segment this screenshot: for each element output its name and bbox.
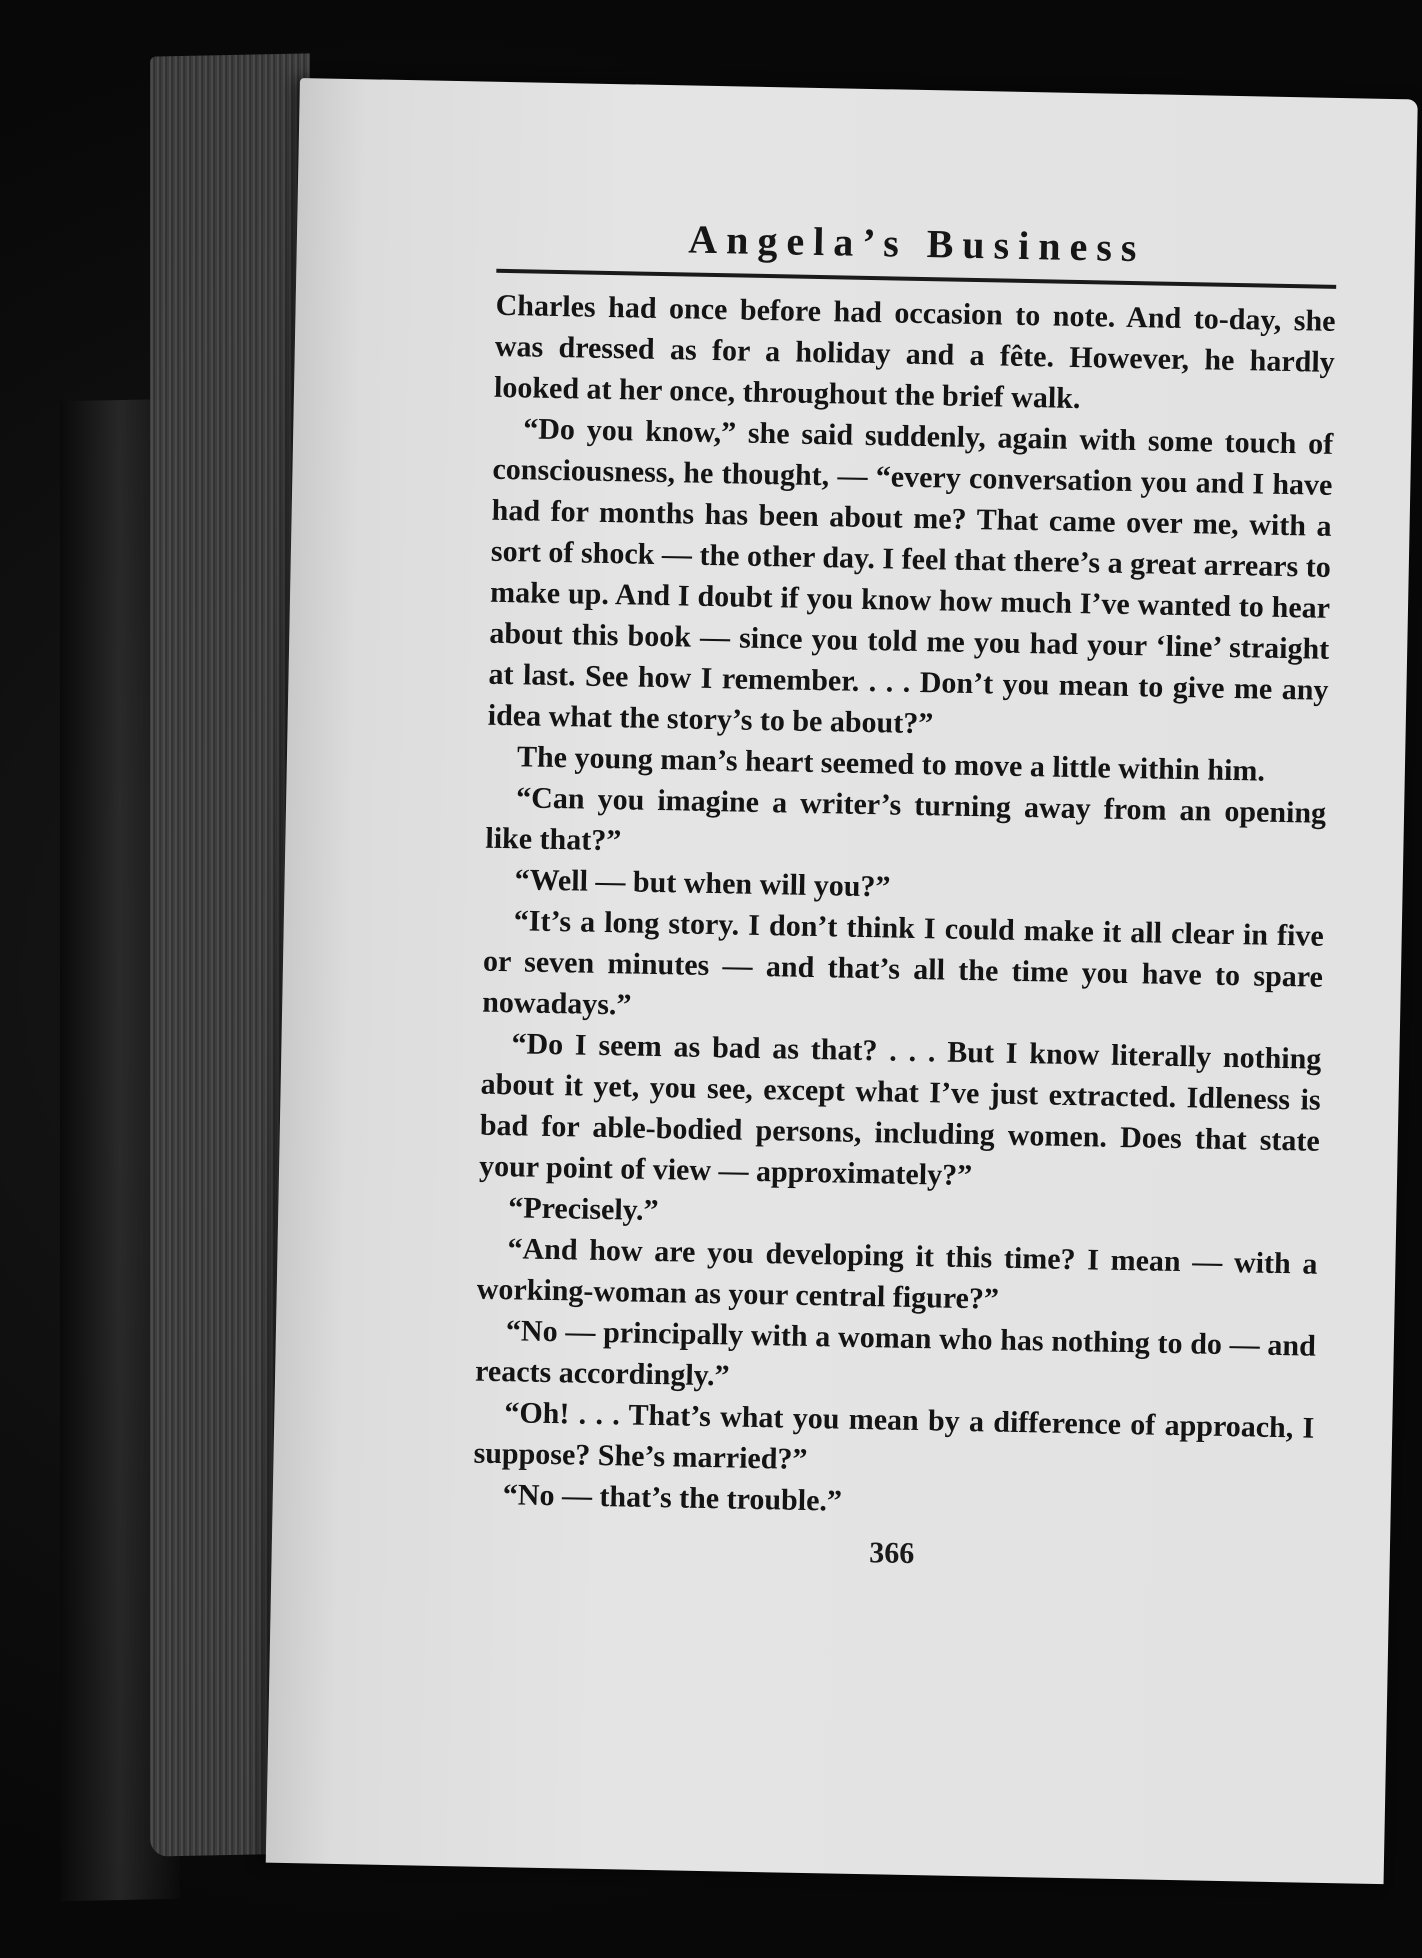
paragraph: “No — that’s the trouble.”: [502, 1478, 843, 1518]
page-content: [472, 212, 1338, 1579]
paragraph: “It’s a long story. I don’t think I could make it all clear in five or seven minutes — and that’s all the time you have to spare nowadays.”: [481, 904, 1325, 1022]
body-text: [472, 285, 1335, 1531]
running-head: Angela’s Business: [687, 216, 1146, 271]
paragraph: The young man’s heart seemed to move a little within him.: [516, 740, 1266, 788]
book-page: [266, 78, 1418, 1884]
paragraph: “Do you know,” she said suddenly, again with some touch of consciousness, he thought, — “every conversation you and I have had for months has been about me? That came over me, with a sort of shock — the other day. I feel that there’s a great arrears to make up. And I doubt if you know how much I’ve wanted to hear about this book — since you told me you had your ‘line’ straight at last. See how I remember. . . . Don’t you mean to give me any idea what the story’s to be about?”: [487, 412, 1334, 741]
paragraph: “Oh! . . . That’s what you mean by a difference of approach, I suppose? She’s married?”: [473, 1396, 1315, 1476]
page-number: 366: [868, 1536, 915, 1571]
paragraph: “And how are you developing it this time? I mean — with a working-woman as your central figure?”: [476, 1232, 1318, 1316]
paragraph: “No — principally with a woman who has nothing to do — and reacts accordingly.”: [474, 1314, 1317, 1393]
paragraph: “Well — but when will you?”: [514, 863, 891, 904]
paragraph: Charles had once before had occasion to note. And to-day, she was dressed as for a holiday and a fête. However, he hardly looked at her once, throughout the brief walk.: [493, 288, 1336, 416]
paragraph: “Precisely.”: [508, 1191, 659, 1228]
paragraph: “Do I seem as bad as that? . . . But I know literally nothing about it yet, you see, except what I’ve just extracted. Idleness is bad for able-bodied persons, including women. Does that state your point of view — approximately?”: [478, 1027, 1322, 1193]
paragraph: “Can you imagine a writer’s turning away from an opening like that?”: [485, 781, 1327, 858]
